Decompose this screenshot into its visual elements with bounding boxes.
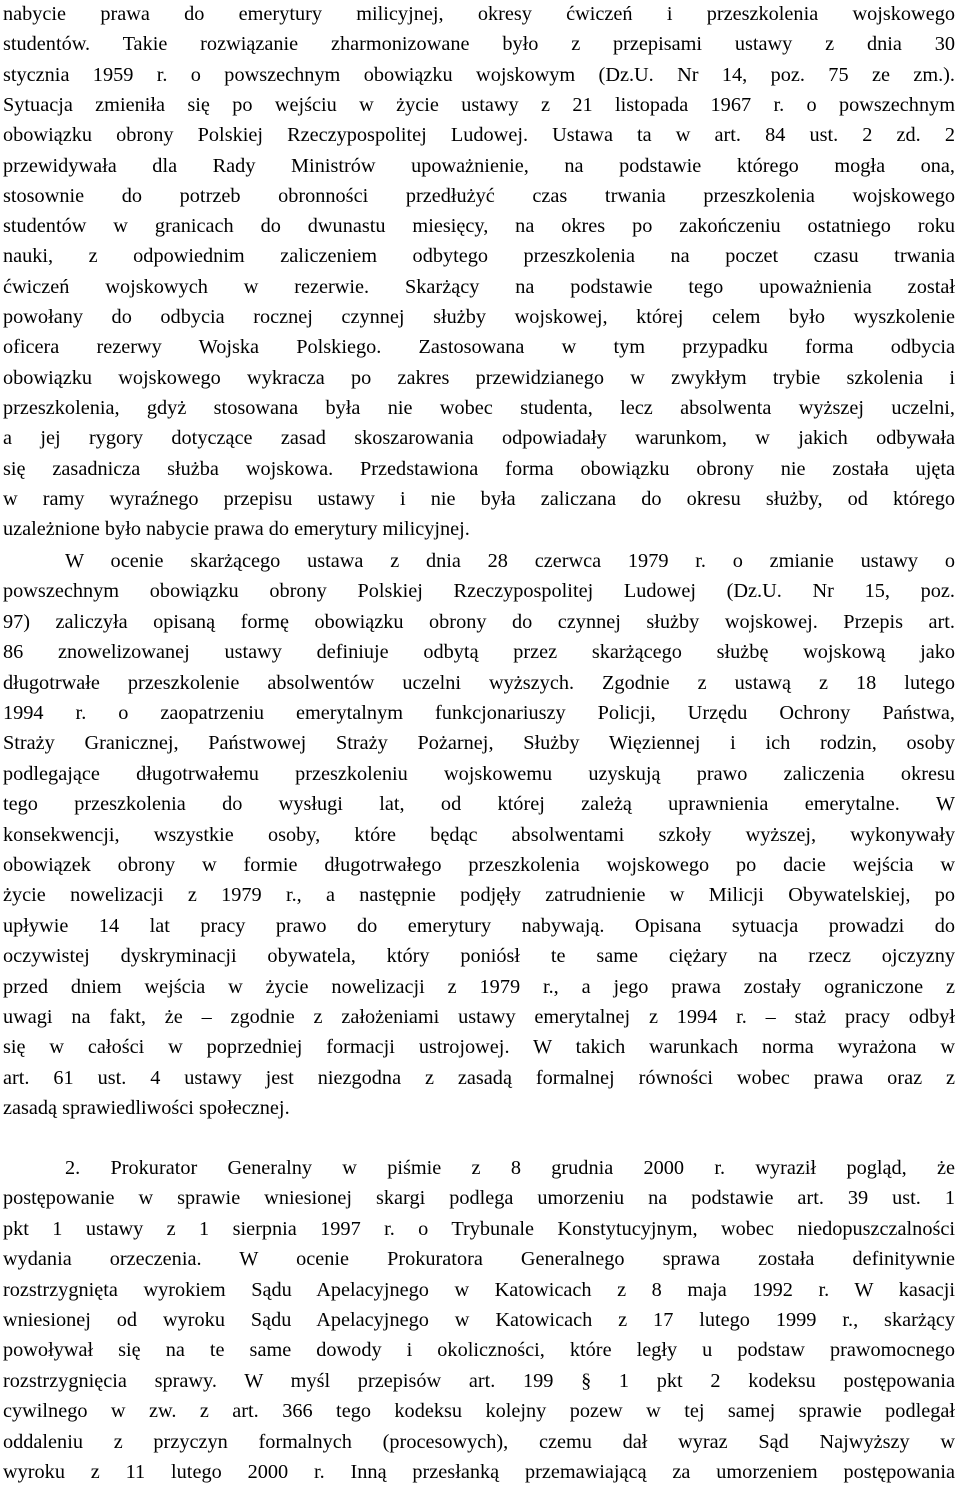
text-line: stycznia 1959 r. o powszechnym obowiązku wojskowym (Dz.U. Nr 14, poz. 75 ze zm.). (3, 63, 955, 86)
text-line: studentów w granicach do dwunastu miesięcy, na okres po zakończeniu ostatniego roku (3, 215, 955, 238)
text-line: cywilnego w zw. z art. 366 tego kodeksu kolejny pozew w tej samej sprawie podlegał (3, 1400, 955, 1423)
text-line: a jej rygory dotyczące zasad skoszarowania odpowiadały warunkom, w jakich odbywała (3, 427, 955, 450)
text-line: się zasadnicza służba wojskowa. Przedstawiona forma obowiązku obrony nie została ujęta (3, 457, 955, 480)
text-line: pkt 1 ustawy z 1 sierpnia 1997 r. o Trybunale Konstytucyjnym, wobec niedopuszczalności (3, 1217, 955, 1240)
text-line: uzależnione było nabycie prawa do emerytury milicyjnej. (3, 518, 470, 541)
text-line: uwagi na fakt, że – zgodnie z założeniami ustawy emerytalnej z 1994 r. – staż pracy odbył (3, 1006, 955, 1028)
text-line: życie nowelizacji z 1979 r., a następnie podjęły zatrudnienie w Milicji Obywatelskiej, po (3, 884, 955, 907)
text-line: wniesionej od wyroku Sądu Apelacyjnego w Katowicach z 17 lutego 1999 r., skarżący (3, 1309, 955, 1331)
text-line: 1994 r. o zaopatrzeniu emerytalnym funkcjonariuszy Policji, Urzędu Ochrony Państwa, (3, 702, 955, 724)
text-line: przed dniem wejścia w życie nowelizacji z 1979 r., a jego prawa zostały ograniczone z (3, 975, 955, 998)
text-line: 2. Prokurator Generalny w piśmie z 8 grudnia 2000 r. wyraził pogląd, że (65, 1157, 955, 1179)
text-line: rozstrzygnięta wyrokiem Sądu Apelacyjnego w Katowicach z 8 maja 1992 r. W kasacji (3, 1278, 955, 1301)
text-line: obowiązku obrony Polskiej Rzeczypospolitej Ludowej. Ustawa ta w art. 84 ust. 2 zd. 2 (3, 124, 955, 147)
text-line: się w całości w poprzedniej formacji ustrojowej. W takich warunkach norma wyrażona w (3, 1036, 955, 1059)
text-line: wydania orzeczenia. W ocenie Prokuratora Generalnego sprawa została definitywnie (3, 1248, 955, 1271)
text-line: stosownie do potrzeb obronności przedłużyć czas trwania przeszkolenia wojskowego (3, 184, 955, 207)
text-line: Straży Granicznej, Państwowej Straży Pożarnej, Służby Więziennej i ich rodzin, osoby (3, 732, 955, 755)
text-line: oficera rezerwy Wojska Polskiego. Zastosowana w tym przypadku forma odbycia (3, 336, 955, 359)
text-line: oddaleniu z przyczyn formalnych (procesowych), czemu dał wyraz Sąd Najwyższy w (3, 1430, 955, 1453)
text-line: obowiązek obrony w formie długotrwałego przeszkolenia wojskowego po dacie wejścia w (3, 854, 955, 876)
text-line: studentów. Takie rozwiązanie zharmonizowane było z przepisami ustawy z dnia 30 (3, 33, 955, 56)
text-line: oczywistej dyskryminacji obywatela, który poniósł te same ciężary na rzecz ojczyzny (3, 945, 955, 968)
text-line: wyroku z 11 lutego 2000 r. Inną przesłanką przemawiającą za umorzeniem postępowania (3, 1461, 955, 1483)
text-line: zasadą sprawiedliwości społecznej. (3, 1097, 290, 1120)
text-line: powszechnym obowiązku obrony Polskiej Rzeczypospolitej Ludowej (Dz.U. Nr 15, poz. (3, 580, 955, 603)
text-line: art. 61 ust. 4 ustawy jest niezgodna z zasadą formalnej równości wobec prawa oraz z (3, 1066, 955, 1089)
text-line: rozstrzygnięcia sprawy. W myśl przepisów art. 199 § 1 pkt 2 kodeksu postępowania (3, 1369, 955, 1392)
text-line: nabycie prawa do emerytury milicyjnej, okresy ćwiczeń i przeszkolenia wojskowego (3, 3, 955, 25)
text-line: obowiązku wojskowego wykracza po zakres przewidzianego w zwykłym trybie szkolenia i (3, 366, 955, 389)
text-line: ćwiczeń wojskowych w rezerwie. Skarżący na podstawie tego upoważnienia został (3, 275, 955, 298)
text-line: konsekwencji, wszystkie osoby, które będąc absolwentami szkoły wyższej, wykonywały (3, 823, 955, 846)
text-line: w ramy wyraźnego przepisu ustawy i nie była zaliczana do okresu służby, od którego (3, 487, 955, 510)
text-line: tego przeszkolenia do wysługi lat, od której zależą uprawnienia emerytalne. W (3, 793, 955, 816)
text-line: powołany do odbycia rocznej czynnej służby wojskowej, której celem było wyszkolenie (3, 306, 955, 328)
text-line: długotrwałe przeszkolenie absolwentów uczelni wyższych. Zgodnie z ustawą z 18 lutego (3, 671, 955, 694)
text-line: powoływał się na te same dowody i okoliczności, które legły u podstaw prawomocnego (3, 1339, 955, 1362)
text-line: podlegające długotrwałemu przeszkoleniu wojskowemu uzyskują prawo zaliczenia okresu (3, 762, 955, 785)
text-line: 97) zaliczyła opisaną formę obowiązku obrony do czynnej służby wojskowej. Przepis art. (3, 610, 955, 633)
text-line: przeszkolenia, gdyż stosowana była nie wobec studenta, lecz absolwenta wyższej uczelni, (3, 396, 955, 419)
text-line: 86 znowelizowanej ustawy definiuje odbytą przez skarżącego służbę wojskową jako (3, 641, 955, 664)
text-line: przewidywała dla Rady Ministrów upoważnienie, na podstawie którego mogła ona, (3, 154, 955, 177)
text-line: nauki, z odpowiednim zaliczeniem odbytego przeszkolenia na poczet czasu trwania (3, 245, 955, 268)
text-line: Sytuacja zmieniła się po wejściu w życie ustawy z 21 listopada 1967 r. o powszechnym (3, 93, 955, 116)
text-line: postępowanie w sprawie wniesionej skargi podlega umorzeniu na podstawie art. 39 ust. 1 (3, 1187, 955, 1210)
text-line: W ocenie skarżącego ustawa z dnia 28 czerwca 1979 r. o zmianie ustawy o (65, 550, 955, 572)
text-line: upływie 14 lat pracy prawo do emerytury nabywają. Opisana sytuacja prowadzi do (3, 914, 955, 937)
